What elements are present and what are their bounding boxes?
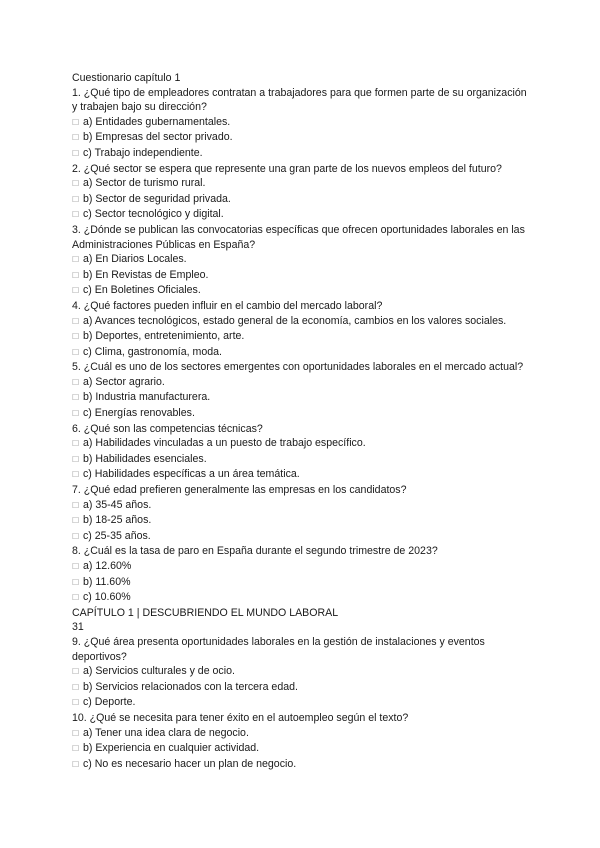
checkbox-icon: ☐ [72, 454, 80, 464]
option-label: a) Entidades gubernamentales. [83, 115, 231, 128]
question-text: 9. ¿Qué área presenta oportunidades laborales en la gestión de instalaciones y eventos deportivos? [72, 635, 485, 663]
option-label: a) 12.60% [83, 560, 132, 572]
checkbox-icon: ☐ [72, 194, 80, 204]
option-label: b) 11.60% [83, 575, 131, 588]
checkbox-icon: ☐ [72, 409, 80, 419]
option-label: b) Servicios relacionados con la tercera edad. [83, 680, 298, 693]
option-label: b) Deportes, entretenimiento, arte. [83, 330, 245, 343]
option-label: c) 25-35 años. [83, 529, 151, 542]
checkbox-icon: ☐ [72, 562, 80, 571]
option-label: c) En Boletines Oficiales. [83, 284, 201, 297]
option-label: c) No es necesario hacer un plan de negocio. [83, 757, 297, 770]
checkbox-icon: ☐ [72, 698, 80, 708]
checkbox-icon: ☐ [72, 377, 80, 387]
checkbox-icon: ☐ [72, 500, 80, 510]
option-b[interactable] [72, 452, 542, 468]
option-a[interactable] [72, 559, 542, 575]
option-a[interactable] [72, 726, 542, 742]
page-number: 31 [72, 621, 84, 634]
checkbox-icon: ☐ [72, 332, 80, 342]
option-a[interactable] [72, 115, 542, 131]
option-a[interactable] [72, 176, 542, 192]
option-label: b) En Revistas de Empleo. [83, 268, 209, 281]
question-text: 5. ¿Cuál es uno de los sectores emergentes con oportunidades laborales en el mercado actual? [72, 361, 524, 374]
checkbox-icon: ☐ [72, 286, 80, 296]
checkbox-icon: ☐ [72, 133, 80, 143]
document-page [72, 71, 542, 772]
option-b[interactable] [72, 575, 542, 591]
checkbox-icon: ☐ [72, 577, 80, 587]
option-label: a) Servicios culturales y de ocio. [83, 665, 235, 678]
checkbox-icon: ☐ [72, 593, 80, 603]
question-text: 4. ¿Qué factores pueden influir en el cambio del mercado laboral? [72, 299, 383, 312]
option-label: c) 10.60% [83, 591, 131, 604]
option-label: c) Sector tecnológico y digital. [83, 208, 224, 221]
option-label: b) Habilidades esenciales. [83, 452, 207, 465]
question-text: 2. ¿Qué sector se espera que represente una gran parte de los nuevos empleos del futuro? [72, 162, 502, 175]
checkbox-icon: ☐ [72, 148, 80, 158]
section-header: CAPÍTULO 1 | DESCUBRIENDO EL MUNDO LABORAL [72, 606, 339, 619]
option-label: c) Deporte. [83, 696, 136, 709]
question-4 [72, 299, 542, 360]
option-b[interactable] [72, 741, 542, 757]
option-label: a) Sector agrario. [83, 375, 165, 388]
question-8 [72, 544, 542, 605]
option-c[interactable] [72, 345, 542, 361]
option-label: b) Experiencia en cualquier actividad. [83, 742, 260, 755]
question-1 [72, 86, 542, 162]
option-b[interactable] [72, 268, 542, 284]
option-c[interactable] [72, 695, 542, 711]
checkbox-icon: ☐ [72, 255, 80, 265]
checkbox-icon: ☐ [72, 682, 80, 692]
checkbox-icon: ☐ [72, 531, 80, 541]
option-c[interactable] [72, 757, 542, 773]
question-text: 3. ¿Dónde se publican las convocatorias específicas que ofrecen oportunidades laborales en las Administraciones Públicas en España? [72, 223, 525, 251]
question-text-continued: y trabajen bajo su dirección? [72, 101, 207, 114]
option-label: c) Trabajo independiente. [83, 146, 203, 159]
option-label: c) Habilidades específicas a un área temática. [83, 468, 300, 481]
option-label: b) Sector de seguridad privada. [83, 192, 231, 205]
option-label: b) 18-25 años. [83, 514, 152, 527]
question-3 [72, 223, 542, 299]
checkbox-icon: ☐ [72, 516, 80, 526]
option-label: b) Industria manufacturera. [83, 391, 211, 404]
option-c[interactable] [72, 590, 542, 606]
question-text: 6. ¿Qué son las competencias técnicas? [72, 422, 263, 435]
checkbox-icon: ☐ [72, 179, 80, 189]
checkbox-icon: ☐ [72, 347, 80, 357]
checkbox-icon: ☐ [72, 470, 80, 480]
option-label: a) 35-45 años. [83, 498, 152, 511]
checkbox-icon: ☐ [72, 393, 80, 403]
option-b[interactable] [72, 390, 542, 406]
option-b[interactable] [72, 680, 542, 696]
option-c[interactable] [72, 467, 542, 483]
question-10 [72, 711, 542, 772]
option-b[interactable] [72, 329, 542, 345]
option-a[interactable] [72, 664, 542, 680]
checkbox-icon: ☐ [72, 316, 80, 326]
question-2 [72, 162, 542, 223]
question-9 [72, 635, 542, 711]
option-label: b) Empresas del sector privado. [83, 131, 233, 144]
checkbox-icon: ☐ [72, 728, 80, 738]
option-label: a) Sector de turismo rural. [83, 177, 206, 190]
question-text: 1. ¿Qué tipo de empleadores contratan a trabajadores para que formen parte de su organización [72, 86, 527, 99]
option-c[interactable] [72, 529, 542, 545]
question-6 [72, 422, 542, 483]
option-label: a) Avances tecnológicos, estado general de la economía, cambios en los valores sociales. [83, 314, 507, 327]
option-label: c) Energías renovables. [83, 407, 195, 420]
question-text: 8. ¿Cuál es la tasa de paro en España durante el segundo trimestre de 2023? [72, 545, 438, 558]
option-c[interactable] [72, 146, 542, 162]
checkbox-icon: ☐ [72, 210, 80, 220]
question-5 [72, 360, 542, 421]
option-a[interactable] [72, 436, 542, 452]
question-text: 7. ¿Qué edad prefieren generalmente las empresas en los candidatos? [72, 484, 407, 497]
checkbox-icon: ☐ [72, 270, 80, 280]
option-a[interactable] [72, 314, 542, 330]
checkbox-icon: ☐ [72, 117, 80, 127]
option-c[interactable] [72, 406, 542, 422]
checkbox-icon: ☐ [72, 759, 80, 769]
option-c[interactable] [72, 283, 542, 299]
option-a[interactable] [72, 375, 542, 391]
option-label: a) En Diarios Locales. [83, 253, 187, 266]
checkbox-icon: ☐ [72, 439, 80, 449]
option-label: a) Habilidades vinculadas a un puesto de trabajo específico. [83, 437, 366, 450]
question-7 [72, 483, 542, 544]
option-c[interactable] [72, 207, 542, 223]
option-label: a) Tener una idea clara de negocio. [83, 726, 249, 739]
option-a[interactable] [72, 252, 542, 268]
checkbox-icon: ☐ [72, 667, 80, 677]
option-b[interactable] [72, 130, 542, 146]
option-b[interactable] [72, 192, 542, 208]
option-b[interactable] [72, 513, 542, 529]
question-text: 10. ¿Qué se necesita para tener éxito en el autoempleo según el texto? [72, 711, 409, 724]
option-label: c) Clima, gastronomía, moda. [83, 345, 222, 358]
checkbox-icon: ☐ [72, 744, 80, 754]
document-title: Cuestionario capítulo 1 [72, 72, 181, 84]
option-a[interactable] [72, 498, 542, 514]
